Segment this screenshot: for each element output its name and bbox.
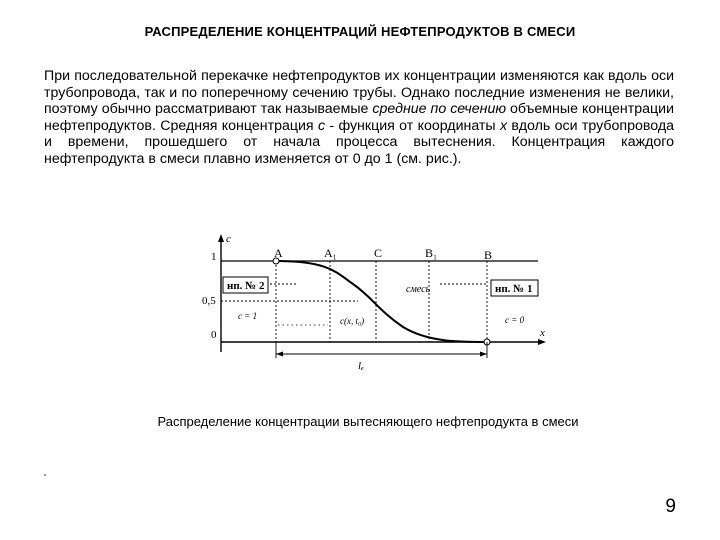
figure-caption: Распределение концентрации вытесняющего нефтепродукта в смеси	[157, 414, 579, 429]
para-part1: При последовательной перекачке нефтепродуктов их концентрации изменяются как вдоль оси трубопровода, так и по поперечному сечению трубы. Однако последние изменения не велики, поэтому обычно рассматривают так называемые	[44, 68, 674, 118]
x-axis-arrow	[538, 339, 546, 345]
c-eq-1-label: c = 1	[238, 311, 258, 321]
point-c-label: C	[374, 246, 383, 260]
para-part2: объемные концентрации нефтепродуктов. Средняя концентрация	[44, 101, 675, 134]
para-italic-average: средние по сечению	[372, 101, 507, 118]
para-part3: - функция от координаты	[325, 117, 500, 134]
y-tick-0: 0	[211, 329, 217, 341]
point-a-label: A	[274, 246, 283, 260]
mix-label: смесь	[406, 284, 431, 295]
box-left-label: нп. № 2	[227, 280, 265, 292]
page-title: РАСПРЕДЕЛЕНИЕ КОНЦЕНТРАЦИЙ НЕФТЕПРОДУКТОВ В СМЕСИ	[144, 24, 576, 39]
concentration-figure	[178, 232, 553, 377]
para-italic-x: x	[499, 117, 508, 134]
curve-label: c(x, t₀)	[340, 316, 365, 326]
point-b1-label: B₁	[425, 246, 438, 260]
stray-dot	[44, 474, 46, 476]
y-axis-arrow	[218, 234, 224, 242]
para-italic-c: c	[317, 117, 326, 134]
y-tick-1: 1	[211, 251, 217, 263]
point-a1-label: A₁	[324, 246, 337, 260]
point-b-label: B	[484, 248, 493, 262]
concentration-curve	[276, 261, 487, 342]
box-right-label: нп. № 1	[495, 283, 533, 295]
y-tick-05: 0,5	[202, 295, 216, 307]
body-paragraph	[44, 68, 674, 168]
para-part4: вдоль оси трубопровода и времени, прошедшего от начала процесса вытеснения. Концентрация каждого нефтепродукта в смеси плавно изменяется от 0 до 1 (см. рис.).	[44, 117, 674, 167]
page-number: 9	[665, 496, 676, 517]
axis-y-label: c	[226, 233, 231, 245]
c-eq-0-label: c = 0	[505, 315, 525, 325]
axis-x-label: x	[540, 327, 545, 339]
length-label: lₑ	[358, 360, 364, 372]
